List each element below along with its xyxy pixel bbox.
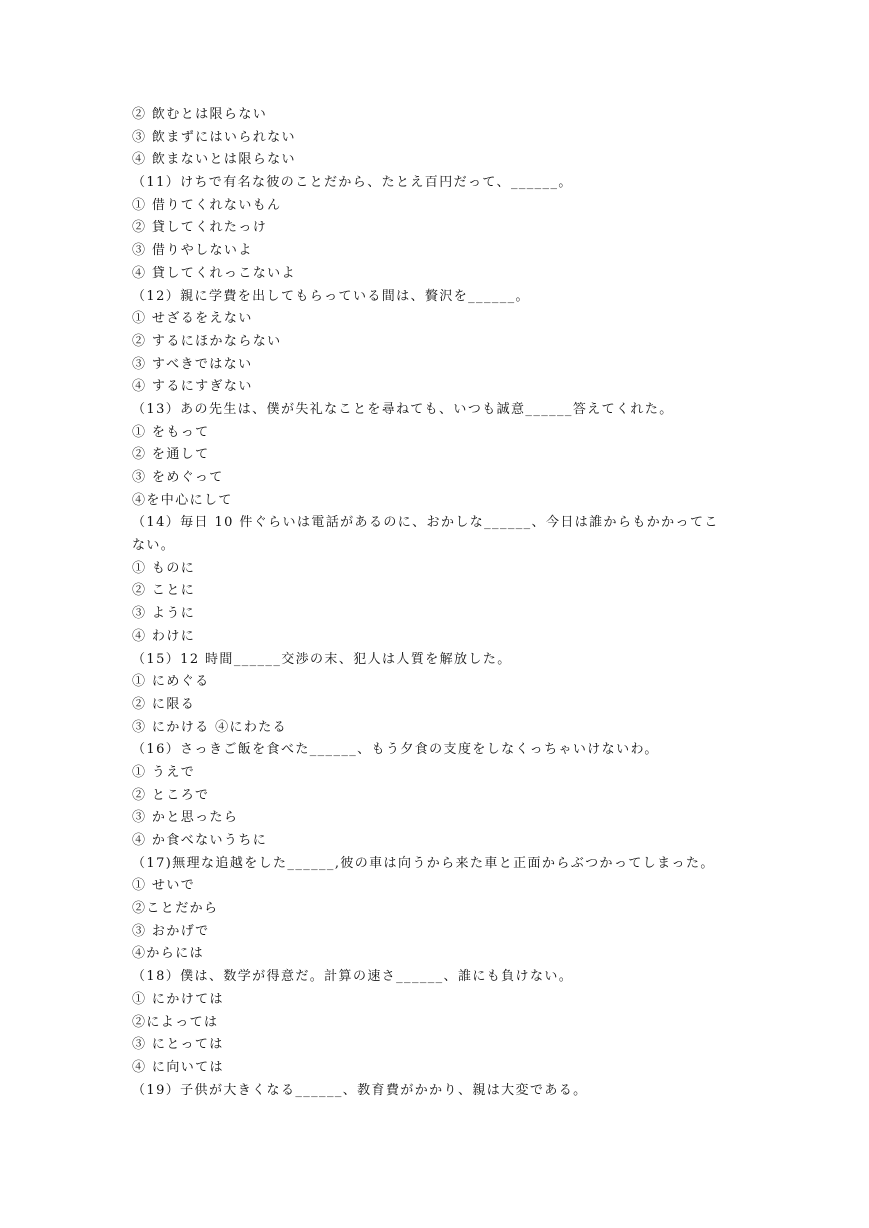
text-line: ない。 [132,538,176,554]
text-line: ③ にかける ④にわたる [132,719,288,735]
document-body [132,104,752,1102]
text-line: ① うえで [132,764,196,780]
text-line: ① ものに [132,560,196,576]
text-line: （13）あの先生は、僕が失礼なことを尋ねても、いつも誠意______答えてくれた。 [132,401,674,417]
text-line: ② ところで [132,787,210,803]
text-line: ① にめぐる [132,674,210,690]
text-line: ① せいで [132,878,196,894]
text-line: ① にかけては [132,991,224,1007]
text-line: ③ かと思ったら [132,810,239,826]
text-line: ② に限る [132,696,196,712]
text-line: （19）子供が大きくなる______、教育費がかかり、親は大変である。 [132,1082,588,1098]
text-line: ③ 飲まずにはいられない [132,129,296,145]
text-line: ③ をめぐって [132,470,224,485]
text-line: ③ すべきではない [132,356,253,372]
text-line: ③ ように [132,606,196,622]
text-line: （16）さっきご飯を食べた______、もう夕食の支度をしなくっちゃいけないわ。 [132,742,659,758]
text-line: （15）12 時間______交渉の末、犯人は人質を解放した。 [132,651,512,667]
text-line: ④ 貸してくれっこないよ [132,265,296,281]
text-line: ④ 飲まないとは限らない [132,152,296,168]
text-line: ④を中心にして [132,492,233,508]
text-line: ②ことだから [132,901,219,917]
text-line: ③ おかげで [132,923,210,939]
text-line: ② 貸してくれたっけ [132,220,268,236]
text-line: （11）けちで有名な彼のことだから、たとえ百円だって、______。 [132,175,573,191]
text-line: ② するにほかならない [132,333,282,349]
text-line: （18）僕は、数学が得意だ。計算の速さ______、誰にも負けない。 [132,969,574,985]
text-line: ③ 借りやしないよ [132,243,253,259]
text-line: ④ わけに [132,628,196,644]
text-line: ②によっては [132,1014,219,1030]
text-line: ② 飲むとは限らない [132,107,268,122]
text-line: （14）毎日 10 件ぐらいは電話があるのに、おかしな______、今日は誰からもかかってこ [132,515,719,531]
text-line: ④ するにすぎない [132,379,253,395]
text-line: （12）親に学費を出してもらっている間は、贅沢を______。 [132,288,530,304]
text-line: （17)無理な追越をした______,彼の車は向うから来た車と正面からぶつかってしまった。 [132,855,715,871]
text-line: ④ に向いては [132,1059,224,1075]
text-line: ④ か食べないうちに [132,833,268,848]
text-line: ④からには [132,946,205,962]
text-line: ② を通して [132,447,210,463]
text-line: ③ にとっては [132,1037,224,1053]
text-line: ① をもって [132,424,210,440]
text-line: ① 借りてくれないもん [132,197,282,213]
text-line: ① せざるをえない [132,311,253,327]
text-line: ② ことに [132,583,196,599]
